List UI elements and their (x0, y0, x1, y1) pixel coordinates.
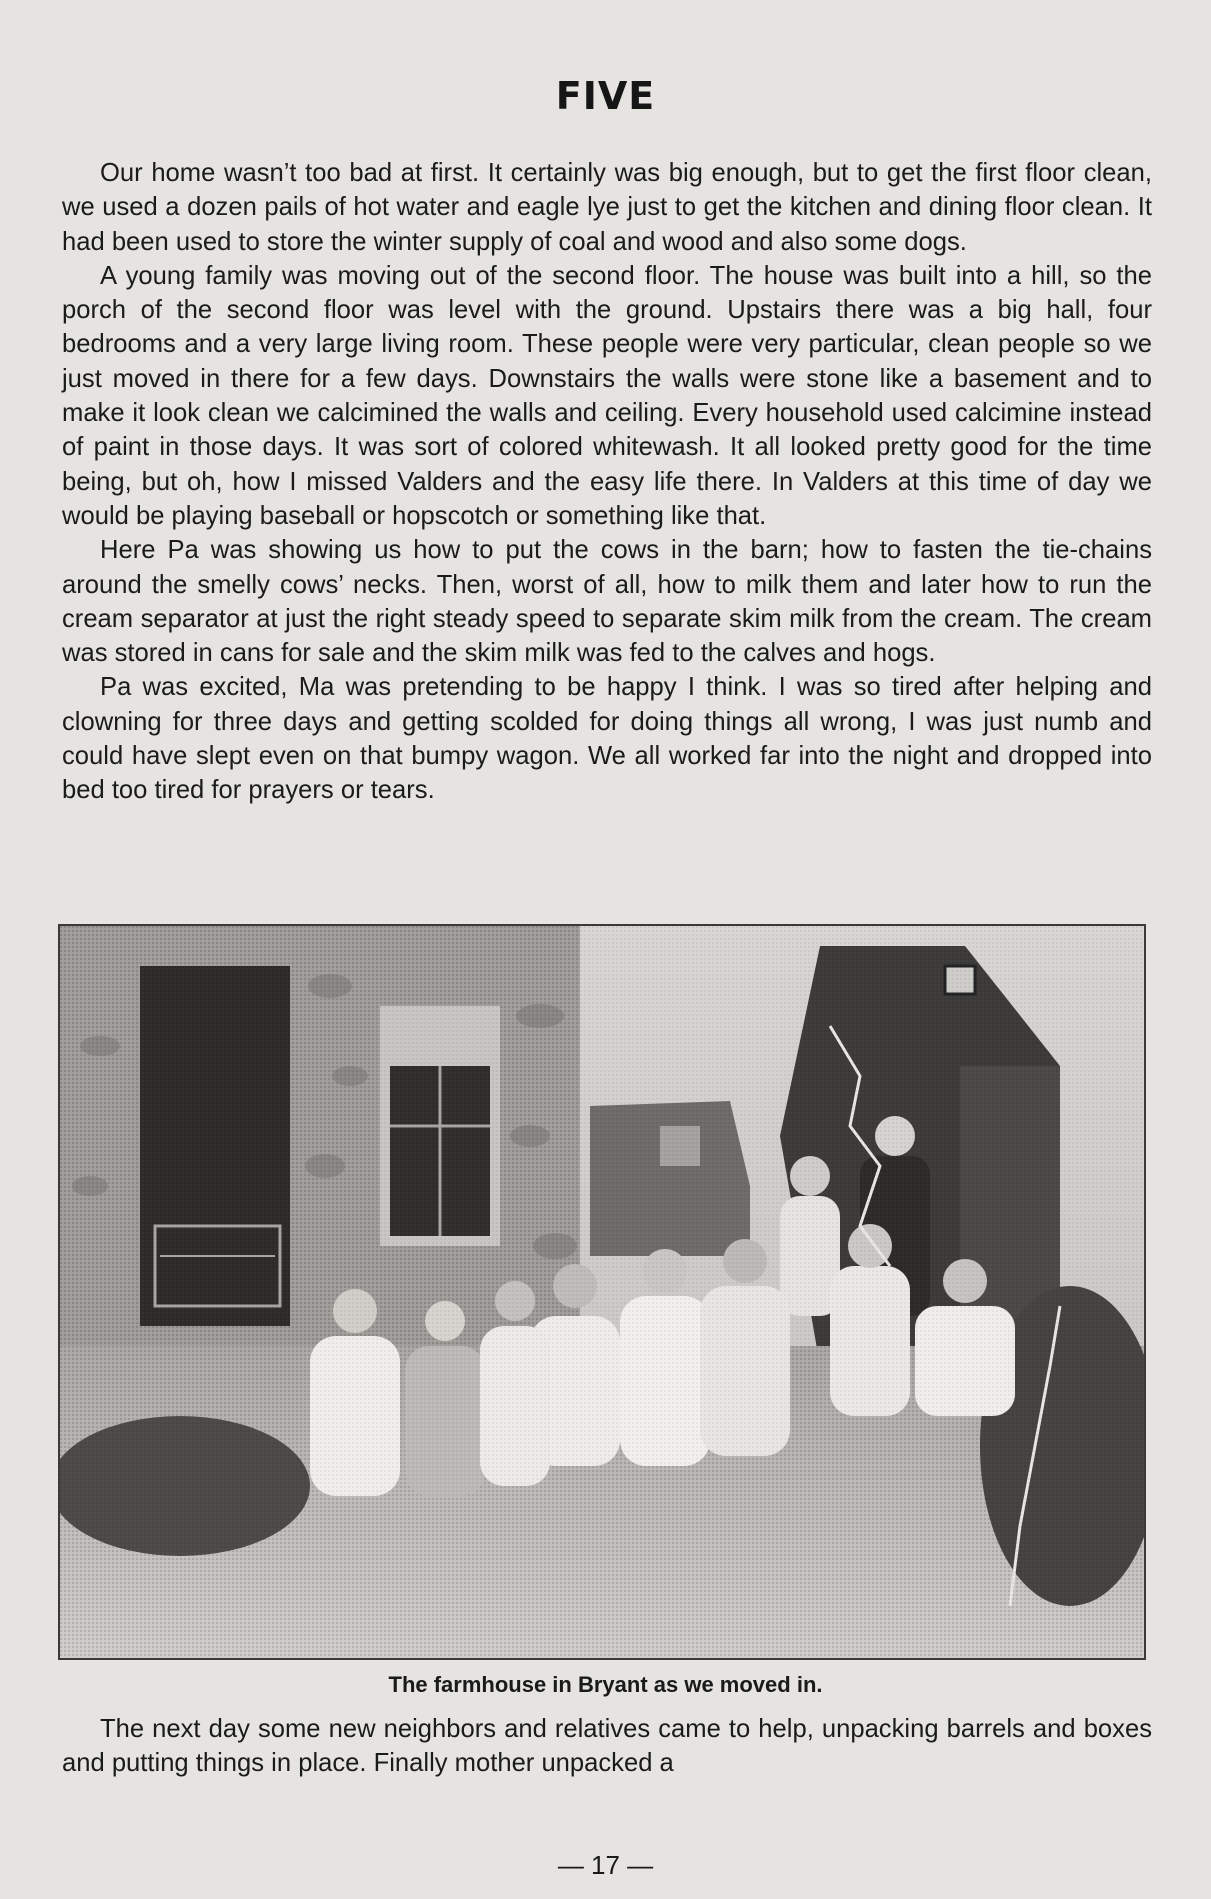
farmhouse-photo (58, 924, 1146, 1660)
body-text-top (62, 156, 1152, 808)
chapter-title: FIVE (555, 74, 656, 118)
paragraph: The next day some new neighbors and relatives came to help, unpacking barrels and boxes and putting things in place. Finally mother unpacked a (62, 1715, 1152, 1778)
paragraph: Here Pa was showing us how to put the cows in the barn; how to fasten the tie-chains around the smelly cows’ necks. Then, worst of all, how to milk them and later how to run the cream separator at just the right steady speed to separate skim milk from the cream. The cream was stored in cans for sale and the skim milk was fed to the calves and hogs. (62, 536, 1152, 668)
page-number: — 17 — (557, 1850, 654, 1880)
paragraph: A young family was moving out of the second floor. The house was built into a hill, so the porch of the second floor was level with the ground. Upstairs there was a big hall, four bedrooms and a very large living room. These people were very particular, clean people so we just moved in there for a few days. Downstairs the walls were stone like a basement and to make it look clean we calcimined the walls and ceiling. Every household used calcimine instead of paint in those days. It was sort of colored whitewash. It all looked pretty good for the time being, but oh, how I missed Valders and the easy life there. In Valders at this time of day we would be playing baseball or hopscotch or something like that. (62, 261, 1152, 530)
paragraph: Pa was excited, Ma was pretending to be happy I think. I was so tired after helping and clowning for three days and getting scolded for doing things all wrong, I was just numb and could have slept even on that bumpy wagon. We all worked far into the night and dropped into bed too tired for prayers or tears. (62, 673, 1152, 805)
body-text-bottom (62, 1712, 1152, 1781)
paragraph: Our home wasn’t too bad at first. It certainly was big enough, but to get the first floor clean, we used a dozen pails of hot water and eagle lye just to get the kitchen and dining floor clean. It had been used to store the winter supply of coal and wood and also some dogs. (62, 159, 1152, 256)
photo-illustration (60, 926, 1144, 1658)
photo-caption: The farmhouse in Bryant as we moved in. (388, 1672, 823, 1697)
